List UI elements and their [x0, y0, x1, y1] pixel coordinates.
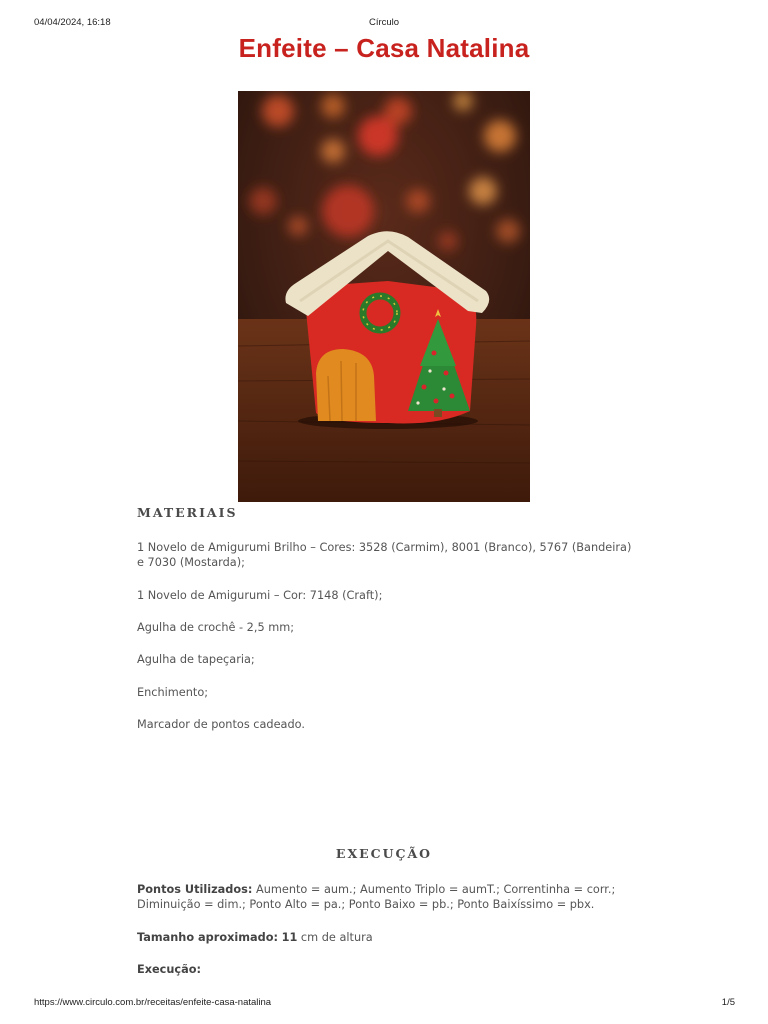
size-value: 11: [281, 931, 298, 944]
stitches-label: Pontos Utilizados:: [137, 883, 253, 896]
materials-item: 1 Novelo de Amigurumi – Cor: 7148 (Craft);: [137, 589, 383, 602]
size-label: Tamanho aproximado:: [137, 931, 279, 944]
print-url: https://www.circulo.com.br/receitas/enfeite-casa-natalina: [34, 997, 272, 1008]
materials-item: 1 Novelo de Amigurumi Brilho – Cores: 3528 (Carmim), 8001 (Branco), 5767 (Bandeira) e 7030 (Mostarda);: [137, 541, 632, 569]
size-paragraph: [137, 930, 637, 945]
materials-item: Agulha de tapeçaria;: [137, 653, 255, 666]
stitches-text: Aumento = aum.; Aumento Triplo = aumT.; Correntinha = corr.; Diminuição = dim.; Ponto Alto = pa.; Ponto Baixo = pb.; Ponto Baixíssimo = pbx.: [137, 883, 616, 911]
size-unit: cm de altura: [297, 931, 373, 944]
stitches-paragraph: [137, 882, 617, 912]
page-title: Enfeite – Casa Natalina: [238, 33, 530, 63]
print-date: 04/04/2024, 16:18: [34, 17, 111, 28]
execution-heading: EXECUÇÃO: [335, 846, 433, 861]
recipe-photo: [238, 91, 530, 502]
print-site-title: Círculo: [368, 17, 400, 28]
page-number: 1/5: [721, 997, 735, 1008]
materials-item: Enchimento;: [137, 686, 209, 699]
materials-item: Agulha de crochê - 2,5 mm;: [137, 621, 295, 634]
materials-heading: MATERIAIS: [137, 505, 238, 520]
execution-paragraph: [137, 962, 637, 977]
print-footer: [0, 997, 768, 1009]
execution-label: Execução:: [137, 963, 202, 976]
print-header: [0, 17, 768, 29]
materials-item: Marcador de pontos cadeado.: [137, 718, 305, 731]
